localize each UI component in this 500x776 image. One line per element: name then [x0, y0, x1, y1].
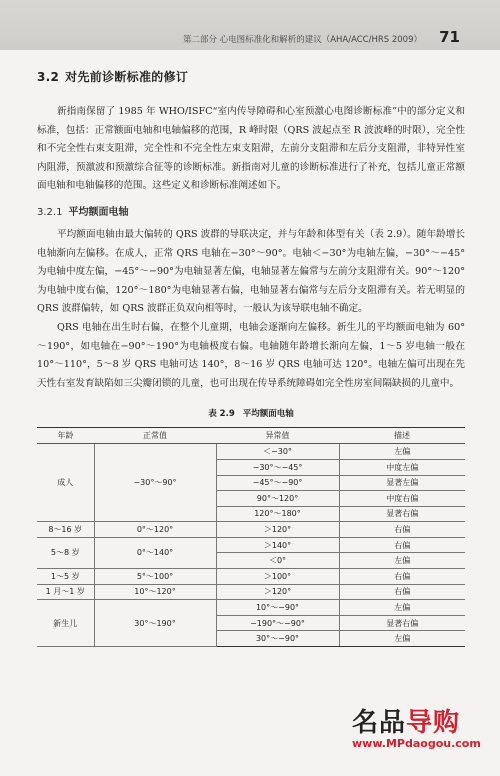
table-row — [37, 444, 465, 460]
table-row — [37, 600, 465, 616]
cell-abnormal: 30°～−90° — [216, 631, 339, 647]
cell-description: 右偏 — [339, 537, 465, 553]
watermark-logo-text: 名品导购 — [352, 708, 461, 738]
cell-normal: 0°～140° — [94, 537, 216, 568]
header-normal: 正常值 — [94, 428, 216, 444]
subsection-heading — [37, 203, 465, 218]
watermark-logo — [352, 702, 460, 739]
cell-description: 右偏 — [339, 584, 465, 600]
table-body — [37, 444, 465, 647]
cell-normal: 10°～120° — [94, 584, 216, 600]
cell-abnormal: ＜0° — [216, 553, 339, 569]
cell-abnormal: −45°～−90° — [216, 475, 339, 491]
cell-description: 显著右偏 — [339, 506, 465, 522]
cell-description: 左偏 — [339, 631, 465, 647]
cell-abnormal: 10°～−90° — [216, 600, 339, 616]
cell-age: 1 月～1 岁 — [37, 584, 94, 600]
cell-abnormal: ＜−30° — [216, 444, 339, 460]
cell-normal: 30°～190° — [94, 600, 216, 647]
cell-normal: 0°～120° — [94, 522, 216, 538]
table-row — [37, 537, 465, 553]
subsection-title: 平均额面电轴 — [68, 206, 129, 218]
cell-abnormal: ＞140° — [216, 537, 339, 553]
cell-abnormal: −190°～−90° — [216, 615, 339, 631]
cell-description: 左偏 — [339, 444, 465, 460]
header-description: 描述 — [339, 428, 465, 444]
subsection-number: 3.2.1 — [37, 206, 63, 218]
cell-age: 成人 — [37, 444, 94, 522]
cell-normal: 5°～100° — [94, 569, 216, 585]
cell-description: 中度右偏 — [339, 491, 465, 507]
table-title: 平均额面电轴 — [242, 409, 294, 420]
cell-age: 8～16 岁 — [37, 522, 94, 538]
cell-description: 右偏 — [339, 569, 465, 585]
cell-age: 1～5 岁 — [37, 569, 94, 585]
running-title: 第二部分 心电图标准化和解析的建议（AHA/ACC/HRS 2009） — [182, 35, 422, 45]
cell-age: 新生儿 — [37, 600, 94, 647]
cell-abnormal: 120°～180° — [216, 506, 339, 522]
cell-abnormal: ＞120° — [216, 522, 339, 538]
intro-paragraph: 新指南保留了 1985 年 WHO/ISFC“室内传导障碍和心室预激心电图诊断标准”中的部分定义和标准，包括：正常额面电轴和电轴偏移的范围，R 峰时限（QRS 波起点至 R 波波峰的时限），完全性和不完全性右束支阻滞，完全性和不完全性左束支阻滞，左前分支阻滞和左后分支阻滞，非特异性室内阻滞，预激波和预激综合征等的诊断标准。新指南对儿童的诊断标准进行了补充，包括儿童正常额面电轴和电轴偏移的范围。这些定义和诊断标准阐述如下。 — [37, 106, 465, 192]
page-number: 71 — [439, 28, 460, 46]
table-caption — [37, 407, 465, 419]
cell-description: 右偏 — [339, 522, 465, 538]
page-content — [37, 68, 465, 647]
section-title: 对先前诊断标准的修订 — [65, 70, 189, 84]
section-heading — [37, 68, 465, 85]
cell-age: 5～8 岁 — [37, 537, 94, 568]
cell-normal: −30°～90° — [94, 444, 216, 522]
table-number: 表 2.9 — [208, 409, 235, 420]
table-row — [37, 569, 465, 585]
body-paragraph-2: QRS 电轴在出生时右偏，在整个儿童期，电轴会逐渐向左偏移。新生儿的平均额面电轴为 60°～190°，如电轴在−90°～190°为电轴极度右偏。电轴随年龄增长渐向左偏，1～5 岁电轴一般在 10°～110°，5～8 岁 QRS 电轴可达 140°，8～16 岁 QRS 电轴可达 120°。电轴左偏可出现在先天性右室发育缺陷如三尖瓣闭锁的儿童，也可出现在传导系统障碍如完全性房室间隔缺损的儿童中。 — [37, 321, 465, 389]
section-number: 3.2 — [37, 70, 60, 84]
running-header — [0, 0, 500, 50]
cell-abnormal: ＞100° — [216, 569, 339, 585]
header-age: 年龄 — [37, 428, 94, 444]
cell-abnormal: ＞120° — [216, 584, 339, 600]
cell-description: 显著左偏 — [339, 475, 465, 491]
axis-table — [37, 427, 465, 647]
table-row — [37, 584, 465, 600]
body-paragraph-1: 平均额面电轴由最大偏转的 QRS 波群的导联决定，并与年龄和体型有关（表 2.9）。随年龄增长电轴渐向左偏移。在成人，正常 QRS 电轴在−30°～90°。电轴＜−30°为电轴左偏，−30°～−45°为电轴中度左偏，−45°～−90°为电轴显著左偏，电轴显著左偏常与左前分支阻滞有关。90°～120°为电轴中度右偏，120°～180°为电轴显著右偏，电轴显著右偏常与左后分支阻滞有关。若无明显的 QRS 波群偏转，如 QRS 波群正负双向相等时，一般认为该导联电轴不确定。 — [37, 228, 465, 315]
table-row — [37, 522, 465, 538]
cell-description: 左偏 — [339, 600, 465, 616]
cell-description: 左偏 — [339, 553, 465, 569]
cell-abnormal: −30°～−45° — [216, 459, 339, 475]
watermark-url: www.MPdaogou.com — [352, 737, 481, 750]
cell-abnormal: 90°～120° — [216, 491, 339, 507]
cell-description: 中度左偏 — [339, 459, 465, 475]
header-abnormal: 异常值 — [216, 428, 339, 444]
table-header-row — [37, 428, 465, 444]
cell-description: 显著右偏 — [339, 615, 465, 631]
